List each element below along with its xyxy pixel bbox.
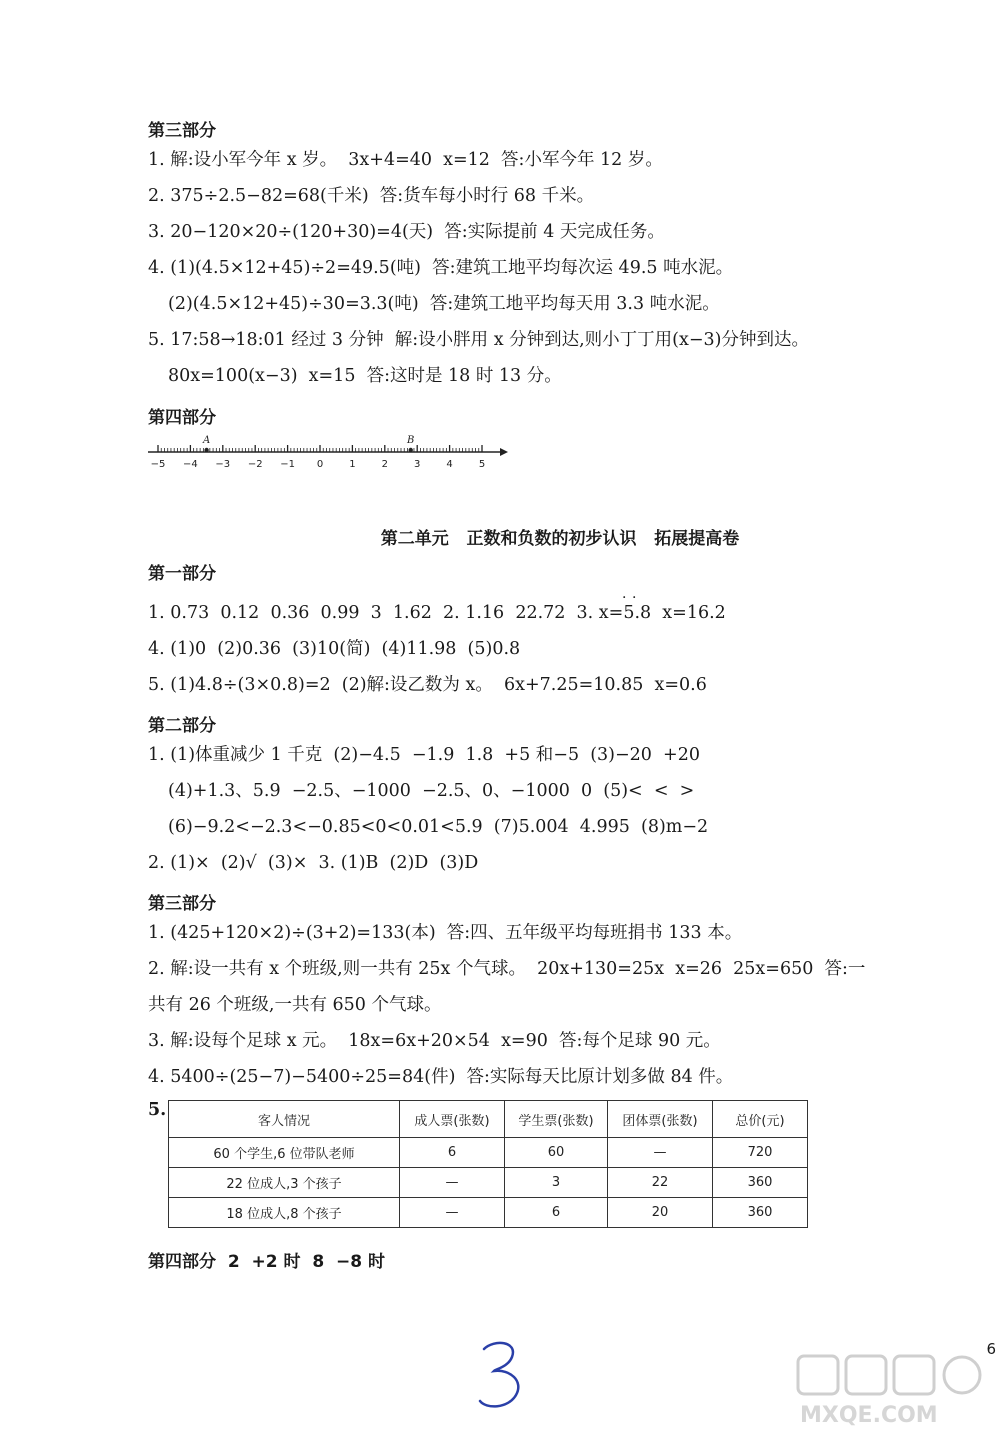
u2p2-line-1: 1. (1)体重减少 1 千克 (2)−4.5 −1.9 1.8 +5 和−5 (3)−20 +20 bbox=[148, 745, 700, 765]
p3-line-4a: 4. (1)(4.5×12+45)÷2=49.5(吨) 答:建筑工地平均每次运 49.5 吨水泥。 bbox=[148, 258, 734, 278]
u2p3-line-2b: 共有 26 个班级,一共有 650 个气球。 bbox=[148, 995, 442, 1015]
tick-label: −2 bbox=[247, 459, 263, 470]
tick-label: −4 bbox=[183, 459, 198, 470]
table-cell: 360 bbox=[713, 1168, 808, 1198]
repeating-dot: · bbox=[632, 590, 637, 606]
p3-line-5b: 80x=100(x−3) x=15 答:这时是 18 时 13 分。 bbox=[168, 366, 562, 386]
tick-label: −1 bbox=[280, 459, 295, 470]
table-cell: — bbox=[608, 1138, 713, 1168]
point-label: B bbox=[407, 435, 415, 446]
tick-label: 1 bbox=[349, 459, 356, 470]
u2p2-line-3: (6)−9.2<−2.3<−0.85<0<0.01<5.9 (7)5.004 4.995 (8)m−2 bbox=[168, 817, 709, 837]
u2p1-line-3: 5. (1)4.8÷(3×0.8)=2 (2)解:设乙数为 x。 6x+7.25=10.85 x=0.6 bbox=[148, 675, 707, 695]
u2-part2-title: 第二部分 bbox=[148, 716, 216, 736]
u2p1-line-2: 4. (1)0 (2)0.36 (3)10(简) (4)11.98 (5)0.8 bbox=[148, 639, 521, 659]
col-header: 总价(元) bbox=[713, 1101, 808, 1138]
p3-line-3: 3. 20−120×20÷(120+30)=4(天) 答:实际提前 4 天完成任务。 bbox=[148, 222, 665, 242]
table-cell: 20 bbox=[608, 1198, 713, 1228]
u2p3-line-1: 1. (425+120×2)÷(3+2)=133(本) 答:四、五年级平均每班捐书 133 本。 bbox=[148, 923, 743, 943]
p3-line-2: 2. 375÷2.5−82=68(千米) 答:货车每小时行 68 千米。 bbox=[148, 186, 595, 206]
svg-text:MXQE.COM: MXQE.COM bbox=[800, 1403, 938, 1428]
number-line bbox=[140, 430, 520, 480]
table-cell: 60 个学生,6 位带队老师 bbox=[169, 1138, 400, 1168]
u2-part4-answer: 第四部分 2 +2 时 8 −8 时 bbox=[148, 1252, 385, 1272]
axis-arrow-icon bbox=[500, 448, 508, 456]
p3-line-5a: 5. 17:58→18:01 经过 3 分钟 解:设小胖用 x 分钟到达,则小丁丁用(x−3)分钟到达。 bbox=[148, 330, 810, 350]
part4-title: 第四部分 bbox=[148, 408, 216, 428]
table-row bbox=[169, 1168, 808, 1198]
tick-label: −5 bbox=[150, 459, 166, 470]
u2p3-line-3: 3. 解:设每个足球 x 元。 18x=6x+20×54 x=90 答:每个足球 90 元。 bbox=[148, 1031, 721, 1051]
table-cell: 60 bbox=[505, 1138, 608, 1168]
u2-part1-title: 第一部分 bbox=[148, 564, 216, 584]
p3-line-1: 1. 解:设小军今年 x 岁。 3x+4=40 x=12 答:小军今年 12 岁。 bbox=[148, 150, 663, 170]
table-cell: — bbox=[400, 1168, 505, 1198]
tick-label: 2 bbox=[381, 459, 388, 470]
repeating-dot: · bbox=[622, 590, 627, 606]
q5-label: 5. bbox=[148, 1100, 167, 1120]
col-header: 团体票(张数) bbox=[608, 1101, 713, 1138]
u2p1-line-1: 1. 0.73 0.12 0.36 0.99 3 1.62 2. 1.16 22.72 3. x=5.8 x=16.2 bbox=[148, 603, 726, 623]
table-cell: 3 bbox=[505, 1168, 608, 1198]
ticket-table bbox=[168, 1100, 808, 1228]
col-header: 学生票(张数) bbox=[505, 1101, 608, 1138]
watermark-logo-icon bbox=[790, 1350, 995, 1430]
table-cell: 360 bbox=[713, 1198, 808, 1228]
u2p2-line-2: (4)+1.3、5.9 −2.5、−1000 −2.5、0、−1000 0 (5)< < > bbox=[168, 781, 695, 801]
tick-label: 0 bbox=[316, 459, 324, 470]
tick-label: −3 bbox=[215, 459, 231, 470]
table-cell: 18 位成人,8 个孩子 bbox=[169, 1198, 400, 1228]
u2p3-line-4: 4. 5400÷(25−7)−5400÷25=84(件) 答:实际每天比原计划多做 84 件。 bbox=[148, 1067, 734, 1087]
tick-label: 4 bbox=[446, 459, 453, 470]
col-header: 客人情况 bbox=[169, 1101, 400, 1138]
table-cell: 720 bbox=[713, 1138, 808, 1168]
table-cell: 6 bbox=[505, 1198, 608, 1228]
table-row bbox=[169, 1198, 808, 1228]
point-label: A bbox=[202, 435, 211, 446]
u2p3-line-2a: 2. 解:设一共有 x 个班级,则一共有 25x 个气球。 20x+130=25x x=26 25x=650 答:一 bbox=[148, 959, 866, 979]
u2p2-line-4: 2. (1)× (2)√ (3)× 3. (1)B (2)D (3)D bbox=[148, 853, 479, 873]
tick-label: 5 bbox=[478, 459, 486, 470]
unit-title: 第二单元 正数和负数的初步认识 拓展提高卷 bbox=[380, 529, 740, 549]
point-marker bbox=[409, 448, 413, 452]
table-row bbox=[169, 1138, 808, 1168]
part3-title: 第三部分 bbox=[148, 121, 216, 141]
col-header: 成人票(张数) bbox=[400, 1101, 505, 1138]
point-marker bbox=[204, 448, 208, 452]
table-cell: 22 bbox=[608, 1168, 713, 1198]
table-cell: — bbox=[400, 1198, 505, 1228]
table-cell: 22 位成人,3 个孩子 bbox=[169, 1168, 400, 1198]
u2-part3-title: 第三部分 bbox=[148, 894, 216, 914]
tick-label: 3 bbox=[414, 459, 421, 470]
handwritten-number-icon bbox=[472, 1335, 532, 1415]
p3-line-4b: (2)(4.5×12+45)÷30=3.3(吨) 答:建筑工地平均每天用 3.3 吨水泥。 bbox=[168, 294, 720, 314]
table-cell: 6 bbox=[400, 1138, 505, 1168]
table-header-row bbox=[169, 1101, 808, 1138]
page-number: 6 bbox=[986, 1340, 996, 1358]
